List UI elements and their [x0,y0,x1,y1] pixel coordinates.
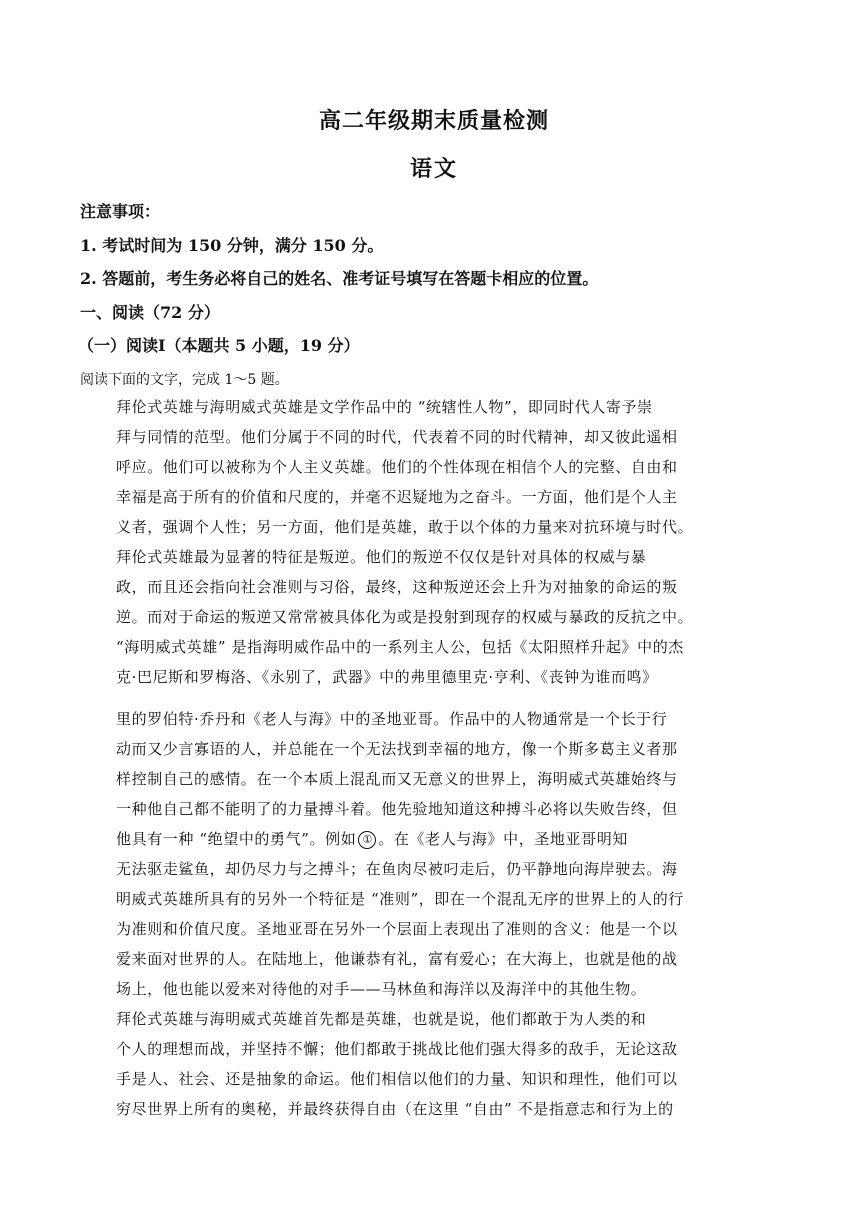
passage-line: 无法驱走鲨鱼，却仍尽力与之搏斗；在鱼肉尽被叼走后，仍平静地向海岸驶去。海 [116,860,678,878]
passage-line: 明威式英雄所具有的另外一个特征是 “准则”，即在一个混乱无序的世界上的人的行 [116,890,684,908]
passage-line: 幸福是高于所有的价值和尺度的，并毫不迟疑地为之奋斗。一方面，他们是个人主 [116,488,678,506]
passage-line: 义者，强调个人性；另一方面，他们是英雄，敢于以个体的力量来对抗环境与时代。 [116,518,694,536]
exam-title: 高二年级期末质量检测 [318,108,549,134]
passage-line: 拜伦式英雄与海明威式英雄是文学作品中的 “统辖性人物”，即同时代人寄予崇 [116,398,653,416]
passage-line: 个人的理想而战，并坚持不懈；他们都敢于挑战比他们强大得多的敌手，无论这敌 [116,1040,678,1058]
passage-line: 爱来面对世界的人。在陆地上，他谦恭有礼，富有爱心；在大海上，也就是他的战 [116,950,678,968]
passage-line: 为准则和价值尺度。圣地亚哥在另外一个层面上表现出了准则的含义：他是一个以 [116,920,678,938]
passage-line: 一种他自己都不能明了的力量搏斗着。他先验地知道这种搏斗必将以失败告终，但 [116,800,678,818]
subject-title: 语文 [409,156,458,182]
passage-text: 他具有一种 “绝望中的勇气”。例如 [116,830,357,848]
notice-heading: 注意事项： [80,202,161,221]
passage-line: 穷尽世界上所有的奥秘，并最终获得自由（在这里 “自由” 不是指意志和行为上的 [116,1100,674,1118]
passage-line: 拜伦式英雄最为显著的特征是叛逆。他们的叛逆不仅仅是针对具体的权威与暴 [116,548,647,566]
notice-item: 1. 考试时间为 150 分钟，满分 150 分。 [80,236,384,255]
passage-line: 动而又少言寡语的人，并总能在一个无法找到幸福的地方，像一个斯多葛主义者那 [116,740,678,758]
passage-line: 样控制自己的感情。在一个本质上混乱而又无意义的世界上，海明威式英雄始终与 [116,770,678,788]
notice-item: 2. 答题前，考生务必将自己的姓名、准考证号填写在答题卡相应的位置。 [80,269,599,288]
passage-line: 克·巴尼斯和罗梅洛、《永别了，武器》中的弗里德里克·亨利、《丧钟为谁而鸣》 [116,668,658,686]
reading-instruction: 阅读下面的文字，完成 1～5 题。 [80,372,289,388]
blank-marker: ① [358,831,376,849]
passage-line: 呼应。他们可以被称为个人主义英雄。他们的个性体现在相信个人的完整、自由和 [116,458,678,476]
passage-text: 。在《老人与海》中，圣地亚哥明知 [378,830,628,848]
passage-line: 拜伦式英雄与海明威式英雄首先都是英雄，也就是说，他们都敢于为人类的和 [116,1010,647,1028]
passage-line: 拜与同情的范型。他们分属于不同的时代，代表着不同的时代精神，却又彼此遥相 [116,428,678,446]
passage-line: 里的罗伯特·乔丹和《老人与海》中的圣地亚哥。作品中的人物通常是一个长于行 [116,710,668,728]
passage-line: 政，而且还会指向社会准则与习俗，最终，这种叛逆还会上升为对抽象的命运的叛 [116,578,678,596]
section-subtitle: （一）阅读Ⅰ（本题共 5 小题，19 分） [78,336,360,355]
passage-line-with-blank [116,828,628,849]
passage-line: 场上，他也能以爱来对待他的对手——马林鱼和海洋以及海洋中的其他生物。 [116,980,647,998]
passage-line: 逆。而对于命运的叛逆又常常被具体化为或是投射到现存的权威与暴政的反抗之中。 [116,608,694,626]
passage-line: 手是人、社会、还是抽象的命运。他们相信以他们的力量、知识和理性，他们可以 [116,1070,678,1088]
section-title: 一、阅读（72 分） [80,303,220,322]
passage-line: “海明威式英雄” 是指海明威作品中的一系列主人公，包括《太阳照样升起》中的杰 [116,638,684,656]
